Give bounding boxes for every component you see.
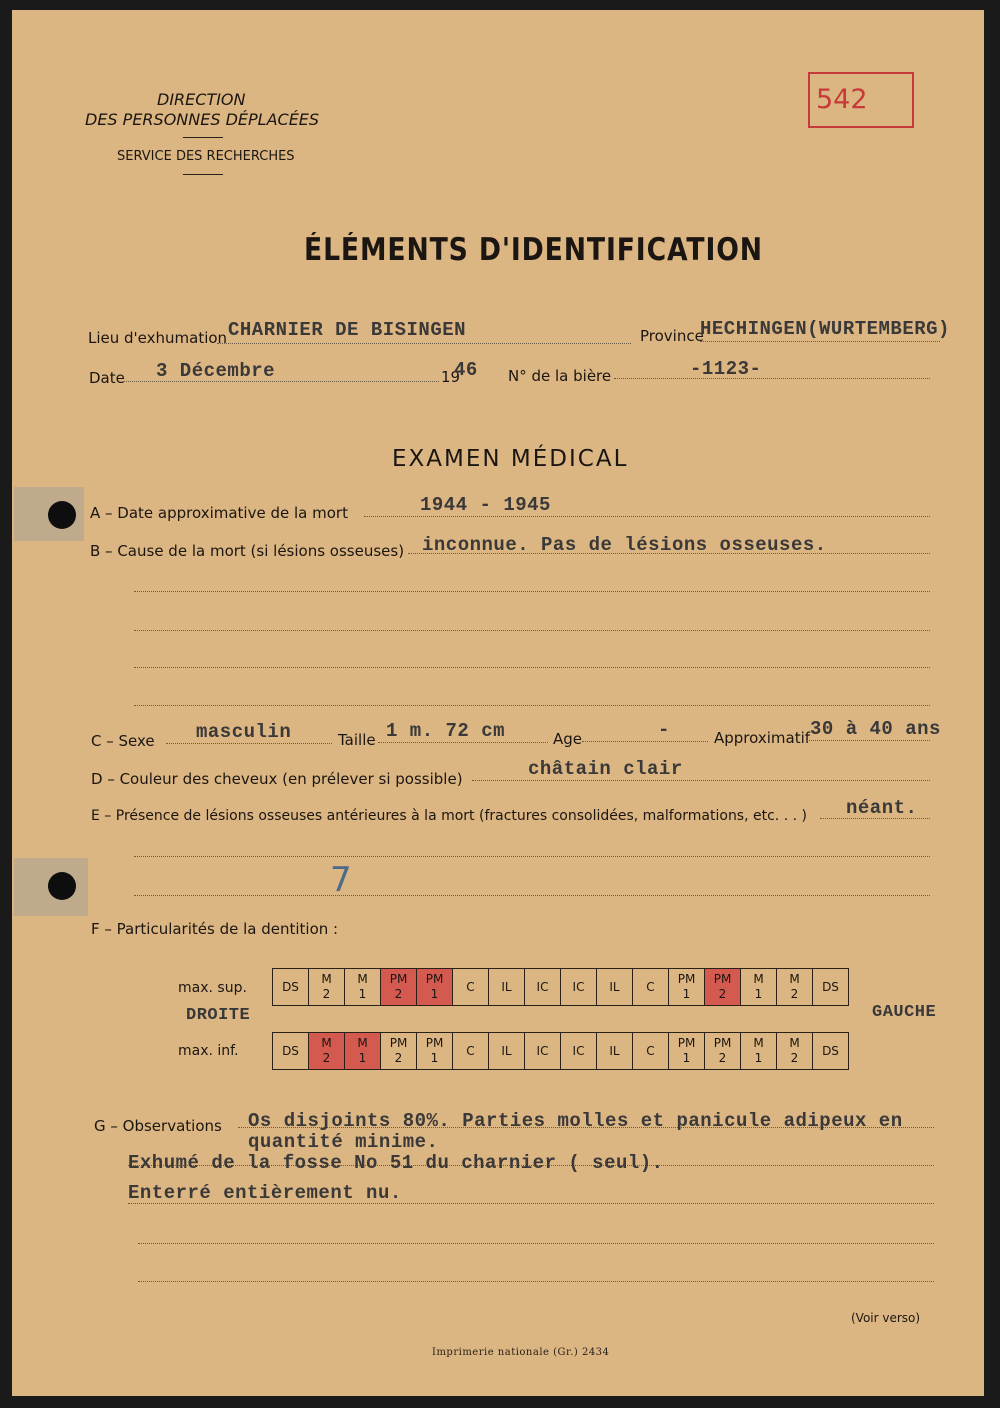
upper-tooth-cell: DS [273,969,309,1006]
dotted-line [614,378,930,379]
lower-tooth-cell: PM 2 [705,1033,741,1070]
label-max-sup: max. sup. [178,980,247,996]
header-direction: DIRECTION [157,90,246,109]
label-droite: DROITE [186,1006,251,1025]
stamp-number: 542 [816,84,868,115]
value-d: châtain clair [528,758,683,780]
value-approx: 30 à 40 ans [810,718,941,740]
dotted-line [138,1243,934,1244]
value-biere: -1123- [690,358,762,380]
voir-verso: (Voir verso) [851,1311,921,1325]
lower-tooth-cell: IC [525,1033,561,1070]
lower-tooth-cell: IC [561,1033,597,1070]
dotted-line [806,740,930,741]
upper-tooth-cell: PM 1 [669,969,705,1006]
value-province: HECHINGEN(WURTEMBERG) [700,318,950,340]
header-personnes: DES PERSONNES DÉPLACÉES [85,110,320,129]
dotted-line [582,741,708,742]
header-service: SERVICE DES RECHERCHES [117,149,295,164]
lower-tooth-cell: IL [489,1033,525,1070]
upper-tooth-cell: PM 1 [417,969,453,1006]
file-number-stamp [808,72,914,128]
obs-line-3: Exhumé de la fosse No 51 du charnier ( seul). [128,1152,664,1174]
upper-tooth-cell: M 1 [345,969,381,1006]
label-d: D – Couleur des cheveux (en prélever si possible) [91,770,463,788]
label-max-inf: max. inf. [178,1043,239,1059]
lower-tooth-cell: C [633,1033,669,1070]
label-b: B – Cause de la mort (si lésions osseuses) [90,542,405,560]
lower-tooth-cell: DS [273,1033,309,1070]
dotted-line [166,743,332,744]
upper-tooth-cell: IL [597,969,633,1006]
upper-tooth-cell: PM 2 [381,969,417,1006]
value-b: inconnue. Pas de lésions osseuses. [422,534,827,556]
value-a: 1944 - 1945 [420,494,551,516]
value-sexe: masculin [196,721,292,743]
label-e: E – Présence de lésions osseuses antérieures à la mort (fractures consolidées, malformations, etc. . . ) [91,808,807,824]
dotted-line [134,591,930,592]
label-biere: N° de la bière [508,367,612,385]
value-taille: 1 m. 72 cm [386,720,506,742]
upper-tooth-cell: IC [525,969,561,1006]
header-rule [183,137,223,138]
printer-imprint: Imprimerie nationale (Gr.) 2434 [432,1347,610,1358]
lower-tooth-cell: PM 2 [381,1033,417,1070]
label-year-prefix: 19 [441,368,461,386]
lower-tooth-cell: DS [813,1033,849,1070]
label-province: Province [640,327,704,345]
label-date: Date [89,369,125,387]
lower-tooth-cell: C [453,1033,489,1070]
dotted-line [378,742,548,743]
upper-tooth-cell: M 2 [309,969,345,1006]
dotted-line [364,516,930,517]
dotted-line [700,341,940,342]
upper-tooth-cell: C [633,969,669,1006]
obs-line-4: Enterré entièrement nu. [128,1182,402,1204]
label-a: A – Date approximative de la mort [90,504,348,522]
dotted-line [138,1281,934,1282]
upper-tooth-cell: PM 2 [705,969,741,1006]
upper-tooth-cell: M 1 [741,969,777,1006]
label-gauche: GAUCHE [872,1003,937,1022]
value-lieu: CHARNIER DE BISINGEN [228,319,467,341]
teeth-chart-upper [272,968,849,1006]
handwritten-mark: 7 [330,860,352,900]
label-lieu: Lieu d'exhumation [88,329,228,347]
label-c: C – Sexe [91,732,155,750]
label-g: G – Observations [94,1117,222,1135]
upper-tooth-cell: M 2 [777,969,813,1006]
dotted-line [134,705,930,706]
dotted-line [134,667,930,668]
lower-tooth-cell: IL [597,1033,633,1070]
lower-tooth-cell: PM 1 [417,1033,453,1070]
page-title: ÉLÉMENTS D'IDENTIFICATION [304,232,763,268]
dotted-line [134,856,930,857]
upper-tooth-cell: IC [561,969,597,1006]
value-year: 46 [454,359,478,381]
punch-hole [48,872,76,900]
obs-line-1: Os disjoints 80%. Parties molles et panicule adipeux en [248,1110,903,1132]
value-e: néant. [846,797,918,819]
punch-hole [48,501,76,529]
lower-tooth-cell: PM 1 [669,1033,705,1070]
teeth-chart-lower [272,1032,849,1070]
upper-tooth-cell: DS [813,969,849,1006]
value-date: 3 Décembre [156,360,276,382]
lower-tooth-cell: M 1 [741,1033,777,1070]
label-age: Age [553,730,583,748]
dotted-line [134,630,930,631]
header-rule [183,174,223,175]
obs-line-2: quantité minime. [248,1131,439,1153]
label-approx: Approximatif [714,729,811,747]
upper-tooth-cell: C [453,969,489,1006]
dotted-line [472,780,930,781]
dotted-line [134,895,930,896]
lower-tooth-cell: M 2 [777,1033,813,1070]
label-f: F – Particularités de la dentition : [91,920,339,938]
dotted-line [217,343,631,344]
value-age: - [658,719,670,741]
section-title: EXAMEN MÉDICAL [392,446,629,472]
lower-tooth-cell: M 1 [345,1033,381,1070]
lower-tooth-cell: M 2 [309,1033,345,1070]
upper-tooth-cell: IL [489,969,525,1006]
label-taille: Taille [338,731,376,749]
